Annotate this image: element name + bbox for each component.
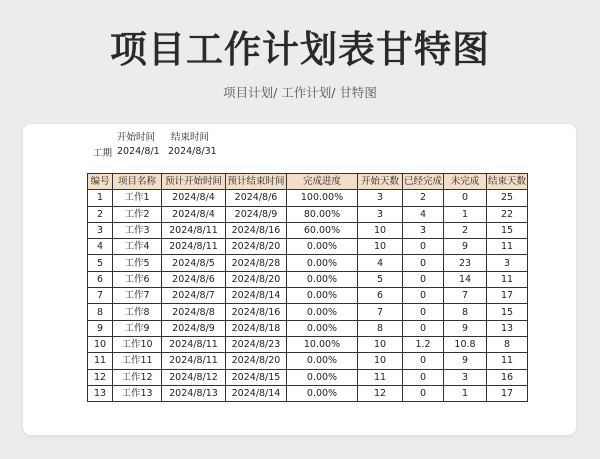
cell-project-name[interactable]: 工作1 [113, 190, 162, 206]
cell-end-days[interactable]: 15 [487, 304, 528, 320]
cell-project-name[interactable]: 工作5 [113, 255, 162, 271]
cell-planned-end[interactable]: 2024/8/14 [226, 288, 287, 304]
cell-end-days[interactable]: 15 [487, 222, 528, 238]
column-header-project-name[interactable]: 项目名称 [113, 174, 162, 190]
cell-project-name[interactable]: 工作3 [113, 222, 162, 238]
page-title: 项目工作计划表甘特图 [110, 28, 490, 71]
cell-completed[interactable]: 4 [403, 206, 444, 222]
cell-end-days[interactable]: 17 [487, 385, 528, 401]
cell-start-days[interactable]: 10 [358, 222, 403, 238]
cell-no[interactable]: 10 [88, 336, 113, 352]
table-body [88, 190, 528, 402]
column-header-end-days[interactable]: 结束天数 [487, 174, 528, 190]
cell-progress[interactable]: 0.00% [287, 239, 358, 255]
cell-remaining[interactable]: 8 [444, 304, 487, 320]
cell-start-days[interactable]: 12 [358, 385, 403, 401]
table-row[interactable] [88, 255, 528, 271]
cell-end-days[interactable]: 17 [487, 288, 528, 304]
cell-planned-end[interactable]: 2024/8/23 [226, 336, 287, 352]
cell-no[interactable]: 7 [88, 288, 113, 304]
cell-start-days[interactable]: 3 [358, 206, 403, 222]
cell-planned-end[interactable]: 2024/8/14 [226, 385, 287, 401]
cell-progress[interactable]: 0.00% [287, 369, 358, 385]
cell-planned-end[interactable]: 2024/8/16 [226, 304, 287, 320]
column-header-remaining[interactable]: 未完成 [444, 174, 487, 190]
cell-start-days[interactable]: 10 [358, 336, 403, 352]
cell-planned-end[interactable]: 2024/8/16 [226, 222, 287, 238]
cell-planned-start[interactable]: 2024/8/11 [162, 222, 226, 238]
table-row[interactable] [88, 353, 528, 369]
cell-completed[interactable]: 3 [403, 222, 444, 238]
cell-start-days[interactable]: 8 [358, 320, 403, 336]
cell-project-name[interactable]: 工作10 [113, 336, 162, 352]
cell-no[interactable]: 9 [88, 320, 113, 336]
cell-planned-start[interactable]: 2024/8/5 [162, 255, 226, 271]
cell-planned-start[interactable]: 2024/8/4 [162, 190, 226, 206]
cell-project-name[interactable]: 工作7 [113, 288, 162, 304]
cell-remaining[interactable]: 7 [444, 288, 487, 304]
cell-no[interactable]: 8 [88, 304, 113, 320]
table-row[interactable] [88, 385, 528, 401]
cell-progress[interactable]: 80.00% [287, 206, 358, 222]
table-header-row [88, 174, 528, 190]
cell-planned-start[interactable]: 2024/8/11 [162, 353, 226, 369]
cell-remaining[interactable]: 14 [444, 271, 487, 287]
table-row[interactable] [88, 190, 528, 206]
cell-remaining[interactable]: 9 [444, 320, 487, 336]
cell-start-days[interactable]: 10 [358, 353, 403, 369]
cell-planned-start[interactable]: 2024/8/6 [162, 271, 226, 287]
cell-project-name[interactable]: 工作4 [113, 239, 162, 255]
cell-end-days[interactable]: 11 [487, 353, 528, 369]
cell-start-days[interactable]: 7 [358, 304, 403, 320]
cell-planned-start[interactable]: 2024/8/11 [162, 336, 226, 352]
cell-remaining[interactable]: 2 [444, 222, 487, 238]
column-header-completed[interactable]: 已经完成 [403, 174, 444, 190]
cell-start-days[interactable]: 6 [358, 288, 403, 304]
table-row[interactable] [88, 369, 528, 385]
cell-planned-start[interactable]: 2024/8/9 [162, 320, 226, 336]
cell-planned-end[interactable]: 2024/8/20 [226, 271, 287, 287]
cell-completed[interactable]: 0 [403, 271, 444, 287]
cell-no[interactable]: 11 [88, 353, 113, 369]
cell-planned-end[interactable]: 2024/8/9 [226, 206, 287, 222]
cell-remaining[interactable]: 9 [444, 353, 487, 369]
cell-planned-end[interactable]: 2024/8/28 [226, 255, 287, 271]
cell-completed[interactable]: 1.2 [403, 336, 444, 352]
cell-end-days[interactable]: 16 [487, 369, 528, 385]
table-row[interactable] [88, 239, 528, 255]
cell-progress[interactable]: 0.00% [287, 271, 358, 287]
cell-planned-end[interactable]: 2024/8/6 [226, 190, 287, 206]
cell-progress[interactable]: 0.00% [287, 288, 358, 304]
start-time-value[interactable]: 2024/8/1 [117, 146, 160, 157]
start-time-label: 开始时间 [117, 132, 156, 143]
cell-project-name[interactable]: 工作13 [113, 385, 162, 401]
cell-no[interactable]: 1 [88, 190, 113, 206]
table-row[interactable] [88, 222, 528, 238]
cell-end-days[interactable]: 11 [487, 271, 528, 287]
cell-progress[interactable]: 0.00% [287, 255, 358, 271]
cell-planned-end[interactable]: 2024/8/20 [226, 353, 287, 369]
cell-planned-end[interactable]: 2024/8/15 [226, 369, 287, 385]
cell-planned-start[interactable]: 2024/8/4 [162, 206, 226, 222]
cell-remaining[interactable]: 10.8 [444, 336, 487, 352]
column-header-progress[interactable]: 完成进度 [287, 174, 358, 190]
cell-remaining[interactable]: 9 [444, 239, 487, 255]
cell-no[interactable]: 6 [88, 271, 113, 287]
end-time-label: 结束时间 [171, 132, 210, 143]
cell-progress[interactable]: 0.00% [287, 320, 358, 336]
cell-progress[interactable]: 0.00% [287, 385, 358, 401]
cell-no[interactable]: 2 [88, 206, 113, 222]
cell-remaining[interactable]: 1 [444, 206, 487, 222]
column-header-planned-start[interactable]: 预计开始时间 [162, 174, 226, 190]
cell-completed[interactable]: 2 [403, 190, 444, 206]
cell-start-days[interactable]: 10 [358, 239, 403, 255]
cell-planned-start[interactable]: 2024/8/12 [162, 369, 226, 385]
cell-progress[interactable]: 0.00% [287, 304, 358, 320]
table-row[interactable] [88, 206, 528, 222]
cell-end-days[interactable]: 8 [487, 336, 528, 352]
column-header-start-days[interactable]: 开始天数 [358, 174, 403, 190]
table-row[interactable] [88, 336, 528, 352]
cell-planned-start[interactable]: 2024/8/8 [162, 304, 226, 320]
cell-end-days[interactable]: 13 [487, 320, 528, 336]
cell-end-days[interactable]: 3 [487, 255, 528, 271]
cell-no[interactable]: 13 [88, 385, 113, 401]
duration-label: 工期 [93, 148, 113, 159]
cell-end-days[interactable]: 11 [487, 239, 528, 255]
cell-completed[interactable]: 0 [403, 369, 444, 385]
cell-no[interactable]: 4 [88, 239, 113, 255]
cell-planned-end[interactable]: 2024/8/20 [226, 239, 287, 255]
cell-completed[interactable]: 0 [403, 304, 444, 320]
gantt-table [87, 173, 528, 402]
cell-remaining[interactable]: 0 [444, 190, 487, 206]
cell-remaining[interactable]: 23 [444, 255, 487, 271]
cell-end-days[interactable]: 22 [487, 206, 528, 222]
cell-project-name[interactable]: 工作9 [113, 320, 162, 336]
cell-completed[interactable]: 0 [403, 385, 444, 401]
cell-remaining[interactable]: 3 [444, 369, 487, 385]
cell-completed[interactable]: 0 [403, 239, 444, 255]
cell-progress[interactable]: 0.00% [287, 353, 358, 369]
column-header-no[interactable]: 编号 [88, 174, 113, 190]
end-time-value[interactable]: 2024/8/31 [168, 146, 217, 157]
cell-project-name[interactable]: 工作12 [113, 369, 162, 385]
cell-project-name[interactable]: 工作2 [113, 206, 162, 222]
cell-progress[interactable]: 10.00% [287, 336, 358, 352]
cell-no[interactable]: 5 [88, 255, 113, 271]
cell-planned-end[interactable]: 2024/8/18 [226, 320, 287, 336]
cell-no[interactable]: 12 [88, 369, 113, 385]
cell-end-days[interactable]: 25 [487, 190, 528, 206]
cell-planned-start[interactable]: 2024/8/13 [162, 385, 226, 401]
cell-progress[interactable]: 60.00% [287, 222, 358, 238]
cell-progress[interactable]: 100.00% [287, 190, 358, 206]
breadcrumb: 项目计划/ 工作计划/ 甘特图 [223, 85, 377, 100]
table-row[interactable] [88, 271, 528, 287]
cell-completed[interactable]: 0 [403, 320, 444, 336]
table-row[interactable] [88, 288, 528, 304]
cell-completed[interactable]: 0 [403, 288, 444, 304]
cell-planned-start[interactable]: 2024/8/11 [162, 239, 226, 255]
cell-project-name[interactable]: 工作8 [113, 304, 162, 320]
cell-project-name[interactable]: 工作11 [113, 353, 162, 369]
cell-completed[interactable]: 0 [403, 353, 444, 369]
cell-start-days[interactable]: 11 [358, 369, 403, 385]
cell-start-days[interactable]: 5 [358, 271, 403, 287]
cell-remaining[interactable]: 1 [444, 385, 487, 401]
column-header-planned-end[interactable]: 预计结束时间 [226, 174, 287, 190]
cell-start-days[interactable]: 4 [358, 255, 403, 271]
table-row[interactable] [88, 320, 528, 336]
cell-project-name[interactable]: 工作6 [113, 271, 162, 287]
cell-no[interactable]: 3 [88, 222, 113, 238]
table-row[interactable] [88, 304, 528, 320]
cell-completed[interactable]: 0 [403, 255, 444, 271]
cell-start-days[interactable]: 3 [358, 190, 403, 206]
cell-planned-start[interactable]: 2024/8/7 [162, 288, 226, 304]
